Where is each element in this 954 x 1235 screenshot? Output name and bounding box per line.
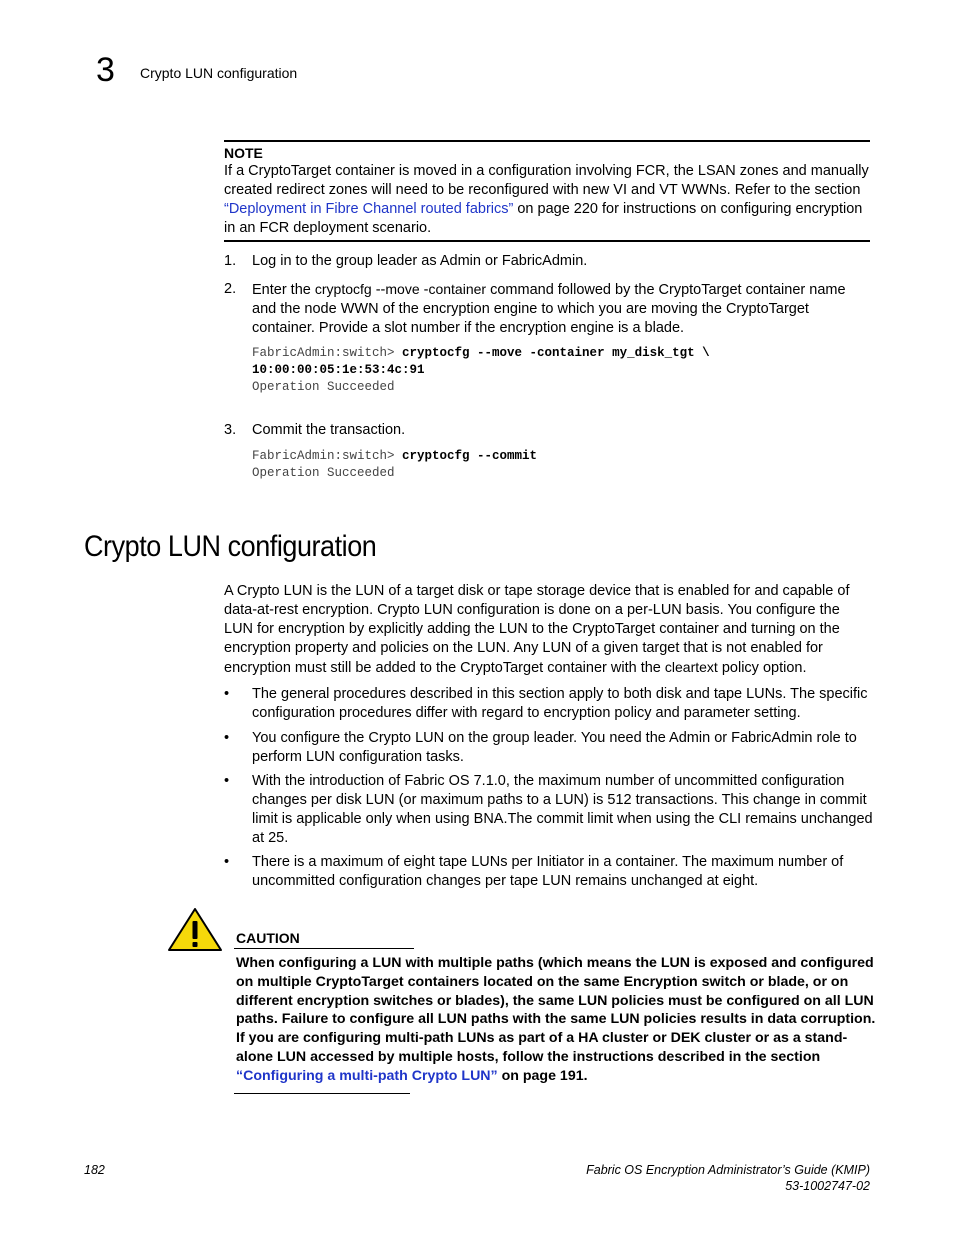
code-command: cryptocfg --move -container my_disk_tgt \ [402, 346, 710, 360]
section-intro: A Crypto LUN is the LUN of a target disk or tape storage device that is enabled for and capable of data-at-rest encryption. Crypto LUN configuration is done on a per-LUN basis. You configure the LUN for encryption by explicitly adding the LUN to the CryptoTarget container and turning on the encryption property and policies on the LUN. Any LUN of a given target that is not enabled for encryption must still be added to the CryptoTarget container with the cleartext policy option. [224, 583, 850, 676]
code-block-commit [252, 448, 537, 482]
chapter-number: 3 [96, 51, 115, 89]
section-heading: Crypto LUN configuration [84, 530, 377, 563]
step-text: Log in to the group leader as Admin or FabricAdmin. [252, 253, 588, 269]
caution-bottom-rule [234, 1093, 410, 1094]
command-keyword: move [385, 281, 420, 297]
caution-link-multipath[interactable]: “Configuring a multi-path Crypto LUN” [236, 1067, 498, 1084]
footer-doc-title: Fabric OS Encryption Administrator’s Guide (KMIP) [586, 1163, 870, 1177]
list-item-text: With the introduction of Fabric OS 7.1.0, the maximum number of uncommitted configuration changes per disk LUN (or maximum paths to a LUN) is 512 transactions. This change in commit limit is applicable only when using BNA.The commit limit when using the CLI remains unchanged at 25. [252, 773, 873, 846]
note-text-before: If a CryptoTarget container is moved in a configuration involving FCR, the LSAN zones and manually created redirect zones will need to be reconfigured with new VI and VT WWNs. Refer to the section [224, 163, 869, 198]
step-number: 3. [224, 422, 237, 438]
bullet-dot: • [224, 854, 230, 870]
note-link-deployment[interactable]: “Deployment in Fibre Channel routed fabrics” [224, 201, 514, 217]
caution-text: When configuring a LUN with multiple paths (which means the LUN is exposed and configured on multiple CryptoTarget containers located on the same Encryption switch or blade, or on different encryption switches or blades), the same LUN policies must be configured on all LUN paths. Failure to configure all LUN paths with the same LUN policies results in data corruption. If you are configuring multi-path LUNs as part of a HA cluster or DEK cluster or as a stand-alone LUN accessed by multiple hosts, follow the instructions described in the section “Configuring a multi-path Crypto LUN” on page 191. [236, 955, 876, 1084]
code-prompt: FabricAdmin:switch> [252, 449, 403, 463]
code-command: cryptocfg --commit [402, 449, 538, 463]
command-keyword: cryptocfg [314, 281, 372, 297]
bullet-dot: • [224, 686, 230, 702]
warning-icon [166, 906, 224, 952]
step-number: 1. [224, 253, 237, 269]
note-label: NOTE [224, 145, 263, 161]
code-result: Operation Succeeded [252, 380, 395, 394]
note-text [224, 162, 874, 238]
note-bottom-rule [224, 240, 870, 242]
code-result: Operation Succeeded [252, 466, 395, 480]
note-text-after: on page 220 for instructions on configuring encryption in an FCR deployment scenario. [224, 201, 863, 236]
footer-doc-number: 53-1002747-02 [785, 1179, 870, 1193]
step-text: Enter the cryptocfg --move -container command followed by the CryptoTarget container name and the node WWN of the encryption engine to which you are moving the CryptoTarget container. Provide a slot number if the encryption engine is a blade. [252, 281, 846, 336]
list-item-text: There is a maximum of eight tape LUNs per Initiator in a container. The maximum number of uncommitted configuration changes per tape LUN remains unchanged at eight. [252, 854, 844, 889]
code-block-move [252, 345, 710, 396]
caution-label: CAUTION [236, 930, 300, 946]
caution-label-rule [234, 948, 414, 949]
page-number: 182 [84, 1163, 105, 1177]
step-text: Commit the transaction. [252, 422, 406, 438]
code-prompt: FabricAdmin:switch> [252, 346, 403, 360]
bullet-dot: • [224, 730, 230, 746]
command-keyword: container [428, 281, 487, 297]
step-number: 2. [224, 281, 237, 297]
bullet-dot: • [224, 773, 230, 789]
running-header-title: Crypto LUN configuration [140, 65, 298, 81]
list-item-text: The general procedures described in this section apply to both disk and tape LUNs. The specific configuration procedures differ with regard to encryption policy and parameter setting. [252, 686, 868, 721]
note-top-rule [224, 140, 870, 142]
cleartext-keyword: cleartext [664, 659, 718, 675]
list-item-text: You configure the Crypto LUN on the group leader. You need the Admin or FabricAdmin role to perform LUN configuration tasks. [252, 730, 857, 765]
code-command-line2: 10:00:00:05:1e:53:4c:91 [252, 363, 425, 377]
